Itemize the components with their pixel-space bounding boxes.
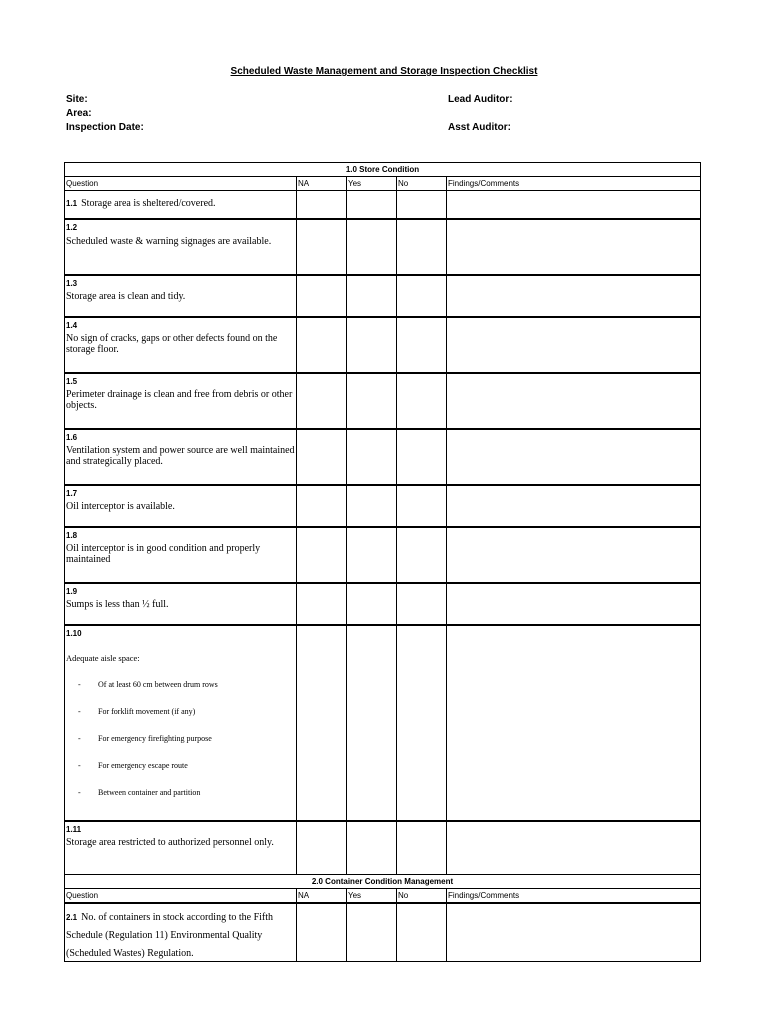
findings-cell[interactable] xyxy=(447,275,701,317)
findings-cell[interactable] xyxy=(447,429,701,485)
column-no: No xyxy=(397,177,447,191)
inspection-date-label: Inspection Date: xyxy=(66,122,144,133)
question-text: Perimeter drainage is clean and free from debris or other objects. xyxy=(66,388,293,411)
na-cell[interactable] xyxy=(297,191,347,219)
asst-auditor-label: Asst Auditor: xyxy=(448,122,511,133)
question-text: No. of containers in stock according to the Fifth Schedule (Regulation 11) Environmental Quality (Scheduled Wastes) Regulation. xyxy=(66,912,274,959)
table-row xyxy=(65,625,701,821)
question-cell xyxy=(65,583,297,625)
column-findings: Findings/Comments xyxy=(447,889,701,904)
no-cell[interactable] xyxy=(397,485,447,527)
subitem: - Of at least 60 cm between drum rows xyxy=(78,679,218,689)
question-number: 1.6 xyxy=(66,432,78,442)
findings-cell[interactable] xyxy=(447,485,701,527)
column-header-row xyxy=(65,177,701,191)
findings-cell[interactable] xyxy=(447,219,701,275)
question-number: 1.2 xyxy=(66,222,78,232)
column-question: Question xyxy=(65,889,297,904)
question-number: 1.1 xyxy=(66,199,78,208)
question-cell xyxy=(65,485,297,527)
area-label: Area: xyxy=(66,108,92,119)
na-cell[interactable] xyxy=(297,625,347,821)
column-header-row xyxy=(65,889,701,904)
yes-cell[interactable] xyxy=(347,903,397,962)
yes-cell[interactable] xyxy=(347,527,397,583)
subitem: - For forklift movement (if any) xyxy=(78,706,196,716)
question-number: 1.11 xyxy=(66,824,82,834)
no-cell[interactable] xyxy=(397,821,447,875)
yes-cell[interactable] xyxy=(347,429,397,485)
table-row xyxy=(65,191,701,219)
na-cell[interactable] xyxy=(297,903,347,962)
table-row xyxy=(65,219,701,275)
yes-cell[interactable] xyxy=(347,219,397,275)
question-text: Oil interceptor is in good condition and properly maintained xyxy=(66,542,261,565)
question-text: Scheduled waste & warning signages are available. xyxy=(66,235,272,247)
column-no: No xyxy=(397,889,447,904)
yes-cell[interactable] xyxy=(347,583,397,625)
subitem: - For emergency escape route xyxy=(78,760,188,770)
table-row xyxy=(65,821,701,875)
lead-auditor-label: Lead Auditor: xyxy=(448,94,513,105)
na-cell[interactable] xyxy=(297,317,347,373)
findings-cell[interactable] xyxy=(447,583,701,625)
yes-cell[interactable] xyxy=(347,191,397,219)
table-row xyxy=(65,485,701,527)
question-number: 2.1 xyxy=(66,913,78,922)
question-text: Sumps is less than ½ full. xyxy=(66,598,169,610)
section-title: 1.0 Store Condition xyxy=(65,163,701,177)
no-cell[interactable] xyxy=(397,583,447,625)
yes-cell[interactable] xyxy=(347,485,397,527)
section-header-row xyxy=(65,163,701,177)
findings-cell[interactable] xyxy=(447,625,701,821)
question-cell xyxy=(65,191,297,219)
question-cell xyxy=(65,429,297,485)
table-row xyxy=(65,275,701,317)
question-cell xyxy=(65,219,297,275)
subitem: - Between container and partition xyxy=(78,787,201,797)
question-text: Storage area is clean and tidy. xyxy=(66,290,186,302)
na-cell[interactable] xyxy=(297,527,347,583)
na-cell[interactable] xyxy=(297,219,347,275)
findings-cell[interactable] xyxy=(447,903,701,962)
table-row xyxy=(65,317,701,373)
column-na: NA xyxy=(297,889,347,904)
table-row xyxy=(65,429,701,485)
no-cell[interactable] xyxy=(397,373,447,429)
table-row xyxy=(65,527,701,583)
question-text: Ventilation system and power source are well maintained and strategically placed. xyxy=(66,444,295,467)
table-row xyxy=(65,583,701,625)
document-title: Scheduled Waste Management and Storage Inspection Checklist xyxy=(230,66,538,77)
checklist-table xyxy=(64,162,701,962)
no-cell[interactable] xyxy=(397,275,447,317)
question-cell xyxy=(65,373,297,429)
question-number: 1.7 xyxy=(66,488,78,498)
findings-cell[interactable] xyxy=(447,317,701,373)
question-number: 1.3 xyxy=(66,278,78,288)
question-cell xyxy=(65,317,297,373)
section-header-row xyxy=(65,875,701,889)
question-text: Adequate aisle space: xyxy=(66,652,140,663)
no-cell[interactable] xyxy=(397,625,447,821)
na-cell[interactable] xyxy=(297,429,347,485)
column-yes: Yes xyxy=(347,177,397,191)
findings-cell[interactable] xyxy=(447,191,701,219)
no-cell[interactable] xyxy=(397,317,447,373)
findings-cell[interactable] xyxy=(447,527,701,583)
yes-cell[interactable] xyxy=(347,821,397,875)
table-row xyxy=(65,373,701,429)
no-cell[interactable] xyxy=(397,429,447,485)
question-cell xyxy=(65,527,297,583)
na-cell[interactable] xyxy=(297,821,347,875)
question-text: Storage area is sheltered/covered. xyxy=(81,198,216,209)
question-cell xyxy=(65,903,297,962)
column-yes: Yes xyxy=(347,889,397,904)
question-cell xyxy=(65,821,297,875)
question-number: 1.8 xyxy=(66,530,78,540)
question-number: 1.10 xyxy=(66,628,82,638)
no-cell[interactable] xyxy=(397,527,447,583)
question-text: Storage area restricted to authorized personnel only. xyxy=(66,836,274,848)
question-number: 1.5 xyxy=(66,376,78,386)
yes-cell[interactable] xyxy=(347,317,397,373)
section-title: 2.0 Container Condition Management xyxy=(65,875,701,889)
question-cell xyxy=(65,625,297,821)
table-row xyxy=(65,903,701,962)
findings-cell[interactable] xyxy=(447,373,701,429)
no-cell[interactable] xyxy=(397,219,447,275)
site-label: Site: xyxy=(66,94,88,105)
column-question: Question xyxy=(65,177,297,191)
na-cell[interactable] xyxy=(297,583,347,625)
no-cell[interactable] xyxy=(397,191,447,219)
question-text: Oil interceptor is available. xyxy=(66,500,175,512)
subitem: - For emergency firefighting purpose xyxy=(78,733,212,743)
na-cell[interactable] xyxy=(297,485,347,527)
yes-cell[interactable] xyxy=(347,373,397,429)
yes-cell[interactable] xyxy=(347,625,397,821)
findings-cell[interactable] xyxy=(447,821,701,875)
question-text: No sign of cracks, gaps or other defects found on the storage floor. xyxy=(66,332,278,355)
na-cell[interactable] xyxy=(297,373,347,429)
no-cell[interactable] xyxy=(397,903,447,962)
column-na: NA xyxy=(297,177,347,191)
question-cell xyxy=(65,275,297,317)
question-number: 1.4 xyxy=(66,320,78,330)
na-cell[interactable] xyxy=(297,275,347,317)
question-number: 1.9 xyxy=(66,586,78,596)
yes-cell[interactable] xyxy=(347,275,397,317)
column-findings: Findings/Comments xyxy=(447,177,701,191)
